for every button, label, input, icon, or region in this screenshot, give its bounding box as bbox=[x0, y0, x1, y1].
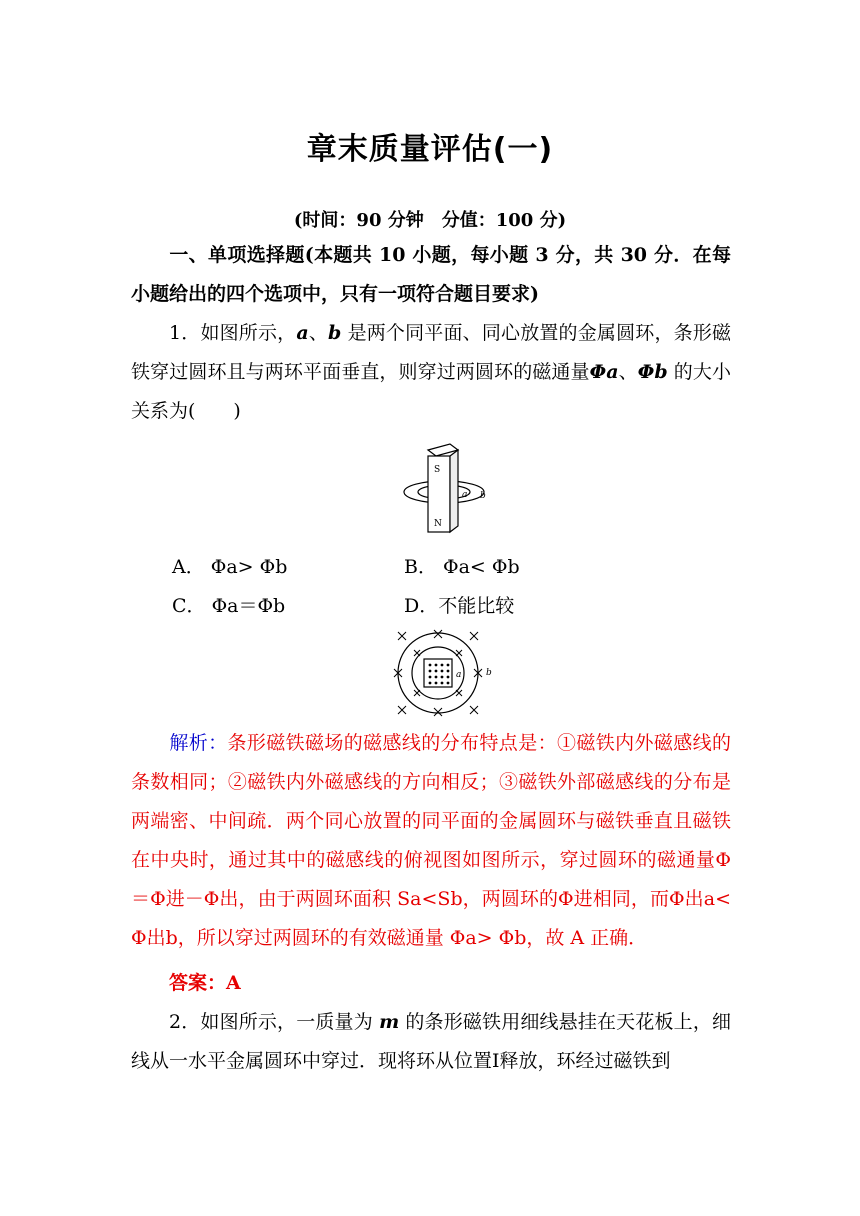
q1-sep: 、 bbox=[308, 322, 329, 344]
field-top-view-figure bbox=[390, 628, 500, 718]
field-crosses bbox=[394, 630, 482, 716]
circle-b-label: b bbox=[486, 668, 492, 678]
q2-var-m: m bbox=[379, 1011, 400, 1033]
section-heading: 一、单项选择题 bbox=[169, 244, 305, 266]
magnet-s-label: S bbox=[434, 465, 441, 475]
analysis-label: 解析： bbox=[169, 732, 228, 754]
q1-phi-a: Φa bbox=[589, 361, 619, 383]
ring-a-label: a bbox=[462, 490, 468, 500]
option-d: D．不能比较 bbox=[404, 595, 515, 617]
q1-var-b: b bbox=[328, 322, 342, 344]
q2-text: 2．如图所示，一质量为 bbox=[169, 1011, 380, 1033]
circle-a-label: a bbox=[456, 670, 462, 680]
q2-text-2: 的条形磁铁用细线悬挂在天花板上，细线从一水平金属圆环中穿过．现将环从位置Ⅰ释放，环经过磁铁到 bbox=[131, 1011, 731, 1072]
section-heading-paragraph bbox=[131, 236, 731, 314]
magnet-n-label: N bbox=[434, 519, 442, 529]
magnet-ring-figure bbox=[398, 440, 498, 540]
exam-meta: (时间：90 分钟 分值：100 分) bbox=[293, 210, 567, 231]
q1-var-a: a bbox=[296, 322, 309, 344]
q1-text-3: 的大小关系为( ) bbox=[131, 361, 731, 422]
question-2-stem bbox=[131, 1003, 731, 1081]
answer-paragraph bbox=[131, 964, 731, 1003]
question-1-stem bbox=[131, 314, 731, 431]
q1-sep-2: 、 bbox=[618, 361, 638, 383]
answer-value: A bbox=[226, 972, 241, 994]
analysis-text: 条形磁铁磁场的磁感线的分布特点是：①磁铁内外磁感线的条数相同；②磁铁内外磁感线的方向相反；③磁铁外部磁感线的分布是两端密、中间疏．两个同心放置的同平面的金属圆环与磁铁垂直且磁铁在中央时，通过其中的磁感线的俯视图如图所示，穿过圆环的磁通量Φ＝Φ进－Φ出，由于两圆环面积 Sa<Sb，两圆环的Φ进相同，而Φ出a< Φ出b，所以穿过两圆环的有效磁通量 Φa> Φb，故 A 正确． bbox=[131, 732, 731, 949]
analysis-paragraph bbox=[131, 724, 731, 958]
q1-text-2: 是两个同平面、同心放置的金属圆环，条形磁铁穿过圆环且与两环平面垂直，则穿过两圆环的磁通量 bbox=[131, 322, 731, 383]
option-a: A． Φa> Φb bbox=[172, 556, 288, 578]
page-title: 章末质量评估(一) bbox=[306, 132, 554, 167]
q1-text: 1．如图所示， bbox=[169, 322, 297, 344]
field-dots bbox=[429, 664, 450, 685]
option-c: C． Φa＝Φb bbox=[172, 595, 286, 617]
option-b: B． Φa< Φb bbox=[404, 556, 520, 578]
section-desc: (本题共 10 小题，每小题 3 分，共 30 分．在每小题给出的四个选项中，只有一项符合题目要求) bbox=[131, 244, 731, 305]
ring-b-label: b bbox=[480, 491, 486, 501]
q1-phi-b: Φb bbox=[637, 361, 668, 383]
answer-label: 答案： bbox=[169, 972, 227, 994]
